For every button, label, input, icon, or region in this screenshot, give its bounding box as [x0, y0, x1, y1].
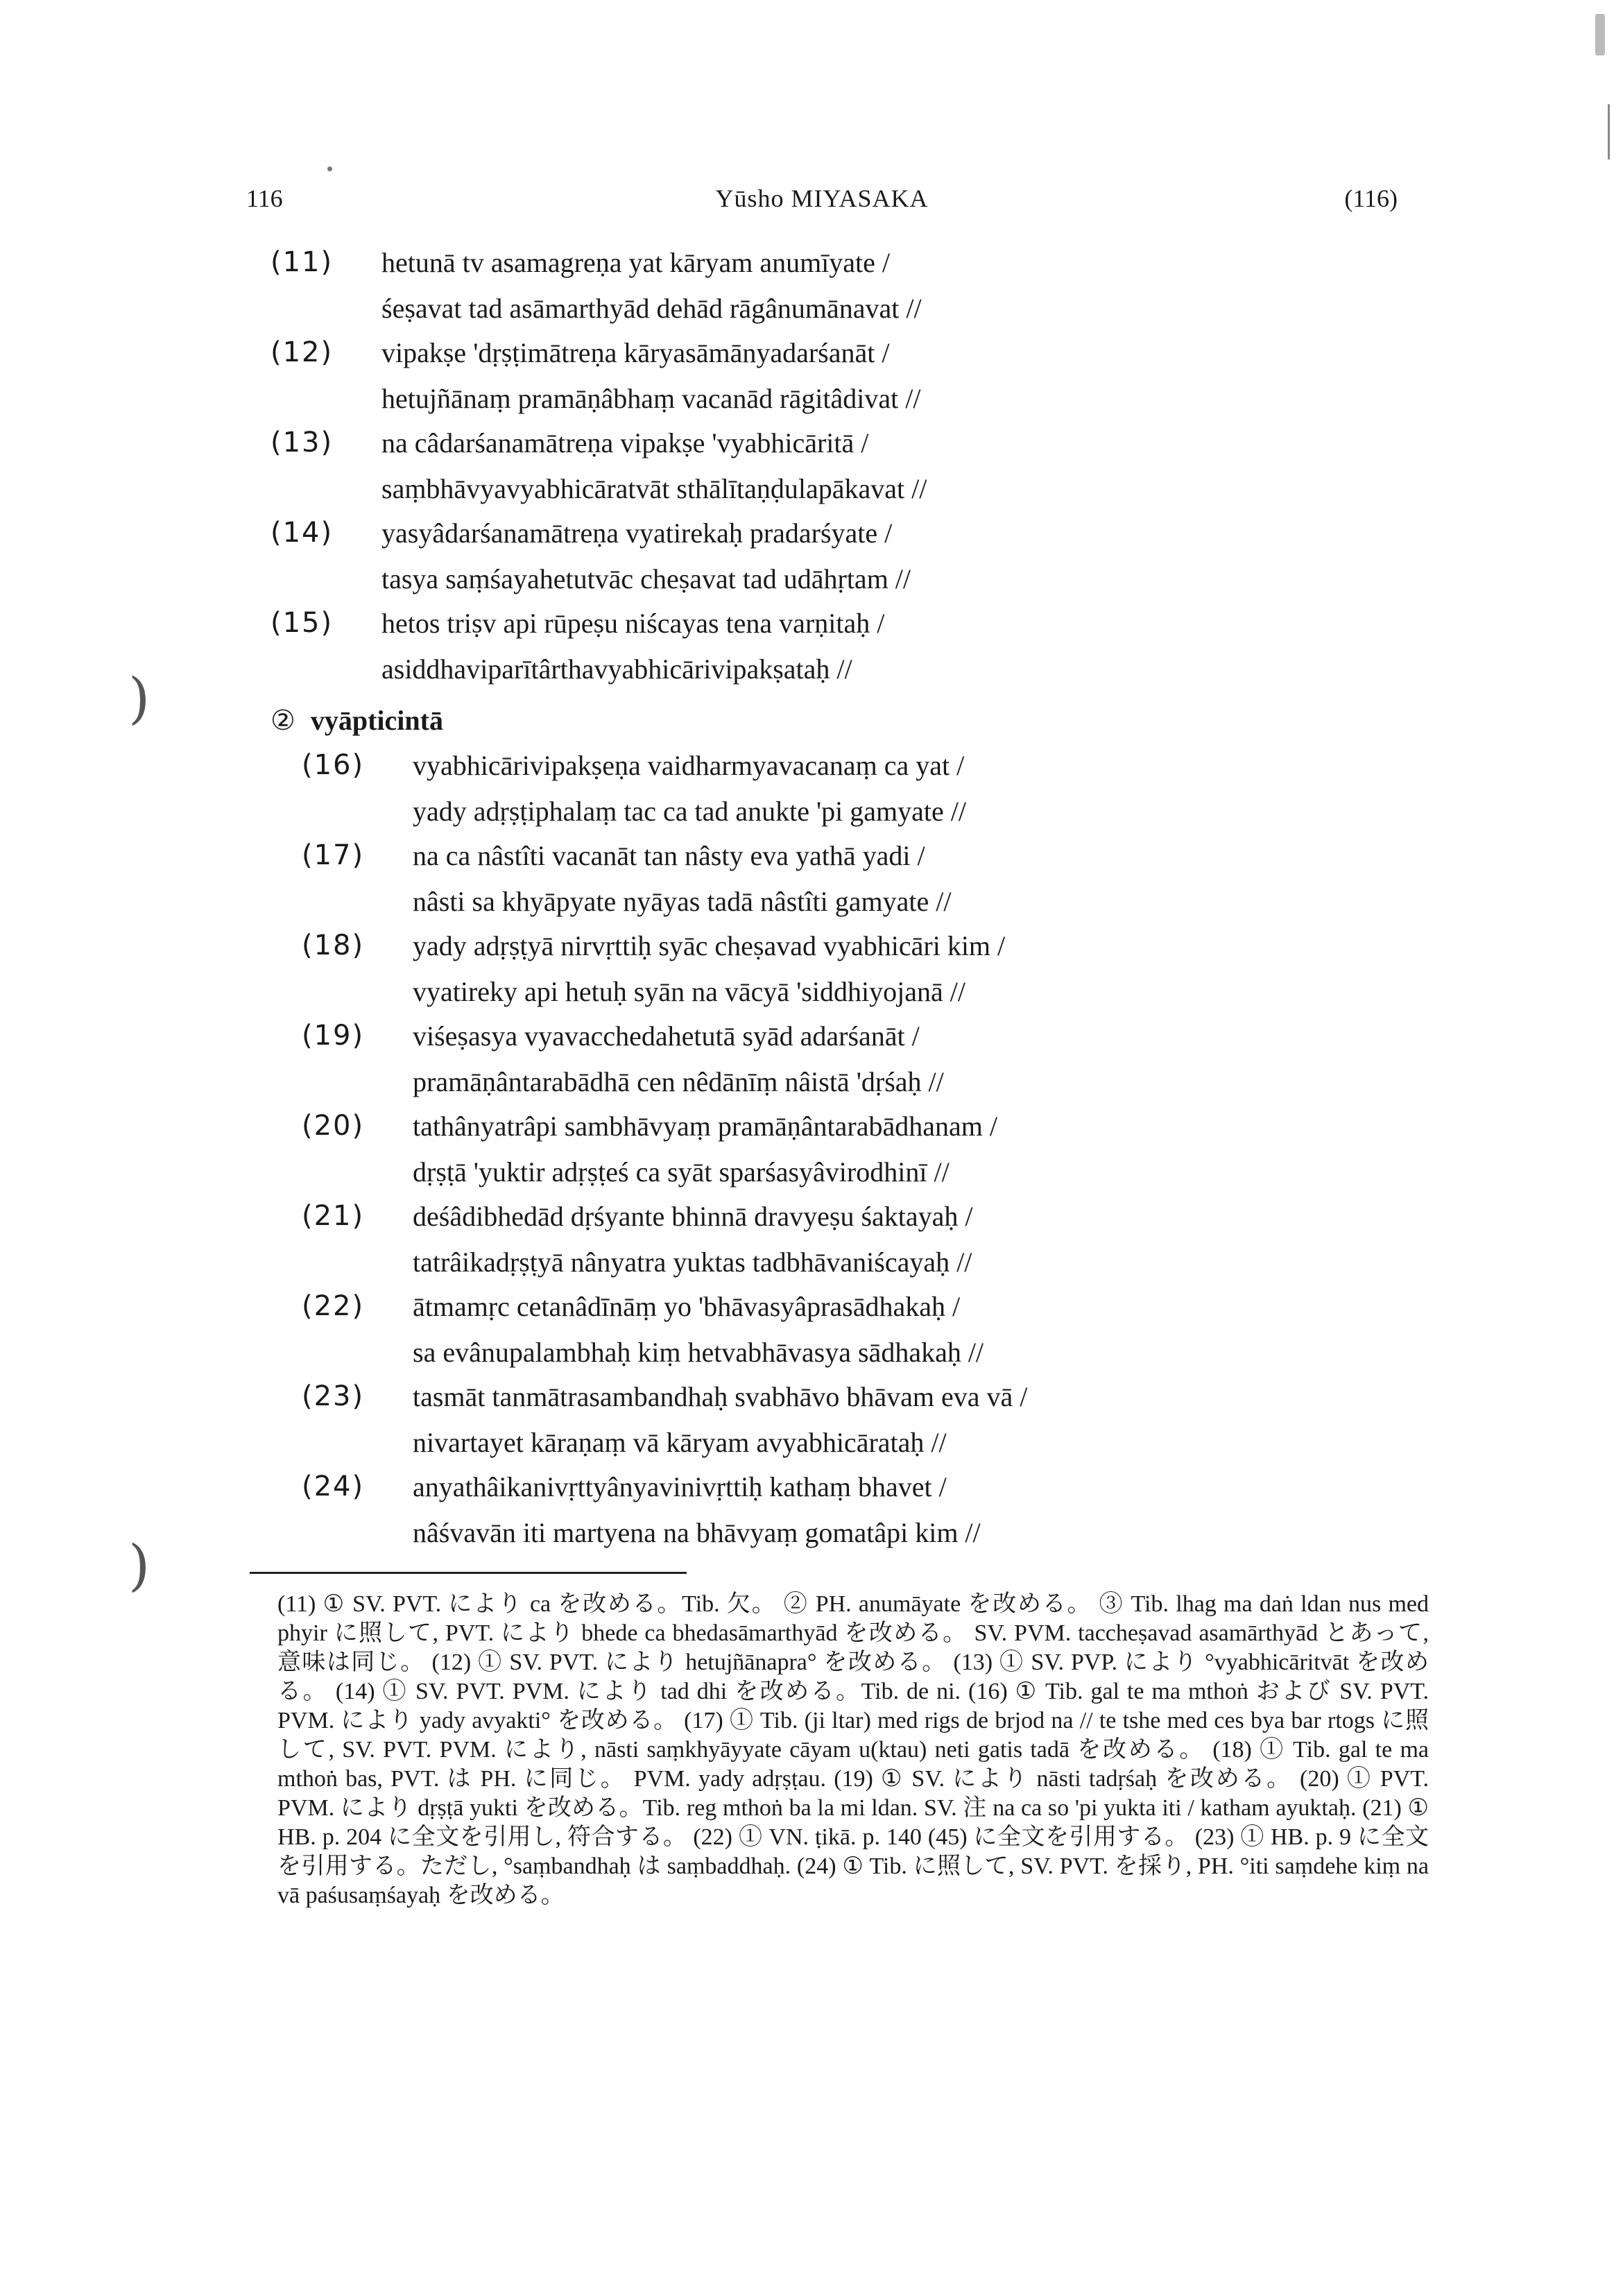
- verse-17: [302, 839, 1425, 929]
- verse-line-1: hetos triṣv api rūpeṣu niścayas tena varṇitaḥ /: [381, 608, 885, 639]
- verse-number: (11): [270, 246, 334, 278]
- verse-line-1: vyabhicārivipakṣeṇa vaidharmyavacanaṃ ca yat /: [413, 750, 965, 781]
- verse-19: [302, 1020, 1425, 1110]
- verse-line-2: nivartayet kāraṇaṃ vā kāryam avyabhicārataḥ //: [413, 1427, 947, 1458]
- verse-16: [302, 749, 1425, 839]
- verse-number: (21): [302, 1200, 365, 1232]
- verse-18: [302, 929, 1425, 1020]
- verse-number: (12): [270, 336, 334, 368]
- scan-speck: [327, 166, 332, 171]
- verse-21: [302, 1200, 1425, 1290]
- page-header: [246, 184, 1398, 225]
- margin-bracket-mark: ): [128, 1533, 151, 1597]
- verse-12: [270, 336, 1394, 427]
- verse-number: (24): [302, 1471, 365, 1502]
- verse-line-1: hetunā tv asamagreṇa yat kāryam anumīyate /: [381, 247, 891, 278]
- verse-line-2: nâśvavān iti martyena na bhāvyaṃ gomatâpi kim //: [413, 1517, 981, 1548]
- scan-speck: [1608, 104, 1610, 160]
- section-heading: [270, 704, 443, 737]
- verse-line-1: na câdarśanamātreṇa vipakṣe 'vyabhicāritā /: [381, 427, 869, 459]
- verse-number: (23): [302, 1380, 365, 1412]
- verse-15: [270, 607, 1394, 697]
- section-title: vyāpticintā: [310, 705, 443, 736]
- verse-line-2: dṛṣṭā 'yuktir adṛṣṭeś ca syāt sparśasyâvirodhinī //: [413, 1156, 950, 1188]
- verse-line-2: yady adṛṣṭiphalaṃ tac ca tad anukte 'pi gamyate //: [413, 796, 967, 827]
- verse-line-2: tasya saṃśayahetutvāc cheṣavat tad udāhṛtam //: [381, 563, 911, 594]
- verse-number: (20): [302, 1110, 365, 1142]
- page-reference: (116): [1344, 185, 1398, 212]
- page-number: 116: [246, 185, 283, 212]
- verse-number: (15): [270, 607, 334, 639]
- footnotes: (11) ① SV. PVT. により ca を改める。Tib. 欠。 ② PH. anumāyate を改める。 ③ Tib. lhag ma daṅ ldan nus med phyir に照して, PVT. により bhede ca bhedasāmarthyād を改める。 SV. PVM. taccheṣavad asamārthyād とあって, 意味は同じ。 (12) ① SV. PVT. により hetujñānapra° を改める。 (13) ① SV. PVP. により °vyabhicāritvāt を改める。 (14) ① SV. PVT. PVM. により tad dhi を改める。Tib. de ni. (16) ① Tib. gal te ma mthoṅ および SV. PVT. PVM. により yady avyakti° を改める。 (17) ① Tib. (ji ltar) med rigs de brjod na // te tshe med ces bya bar rtogs に照して, SV. PVT. PVM. により, nāsti saṃkhyāyyate cāyam u(ktau) neti gatis tadā を改める。 (18) ① Tib. gal te ma mthoṅ bas, PVT. は PH. に同じ。 PVM. yady adṛṣṭau. (19) ① SV. により nāsti tadṛśaḥ を改める。 (20) ① PVT. PVM. により dṛṣṭā yukti を改める。Tib. reg mthoṅ ba la mi ldan. SV. 注 na ca so 'pi yukta iti / katham ayuktaḥ. (21) ① HB. p. 204 に全文を引用し, 符合する。 (22) ① VN. ṭikā. p. 140 (45) に全文を引用する。 (23) ① HB. p. 9 に全文を引用する。ただし, °saṃbandhaḥ は saṃbaddhaḥ. (24) ① Tib. に照して, SV. PVT. を採り, PH. °iti saṃdehe kiṃ na vā paśusaṃśayaḥ を改める。: [277, 1591, 1429, 1908]
- verse-line-2: tatrâikadṛṣṭyā nânyatra yuktas tadbhāvaniścayaḥ //: [413, 1246, 972, 1278]
- footnote-rule: [250, 1572, 687, 1574]
- verse-line-2: asiddhaviparītârthavyabhicārivipakṣataḥ //: [381, 653, 852, 685]
- verse-line-2: sa evânupalambhaḥ kiṃ hetvabhāvasya sādhakaḥ //: [413, 1337, 984, 1368]
- verse-line-2: pramāṇântarabādhā cen nêdānīṃ nâistā 'dṛśaḥ //: [413, 1066, 944, 1097]
- verse-line-2: vyatireky api hetuḥ syān na vācyā 'siddhiyojanā //: [413, 976, 965, 1007]
- verses-block-a: [270, 246, 1394, 697]
- verses-block-b: [302, 749, 1425, 1561]
- verse-line-2: śeṣavat tad asāmarthyād dehād rāgânumānavat //: [381, 293, 922, 324]
- verse-line-1: yasyâdarśanamātreṇa vyatirekaḥ pradarśyate /: [381, 517, 893, 549]
- margin-bracket-mark: ): [128, 666, 151, 730]
- running-title-author: Yūsho MIYASAKA: [715, 185, 929, 212]
- verse-22: [302, 1290, 1425, 1380]
- verse-line-1: deśâdibhedād dṛśyante bhinnā dravyeṣu śaktayaḥ /: [413, 1201, 973, 1232]
- verse-line-2: nâsti sa khyāpyate nyāyas tadā nâstîti gamyate //: [413, 886, 952, 917]
- verse-line-1: tathânyatrâpi sambhāvyaṃ pramāṇântarabādhanam /: [413, 1111, 997, 1142]
- scan-speck: [1595, 14, 1605, 55]
- verse-23: [302, 1380, 1425, 1471]
- verse-13: [270, 427, 1394, 517]
- verse-number: (17): [302, 839, 365, 871]
- verse-line-1: na ca nâstîti vacanāt tan nâsty eva yathā yadi /: [413, 840, 925, 871]
- verse-24: [302, 1471, 1425, 1561]
- verse-20: [302, 1110, 1425, 1200]
- verse-number: (22): [302, 1290, 365, 1322]
- verse-line-2: hetujñānaṃ pramāṇâbhaṃ vacanād rāgitâdivat //: [381, 383, 921, 414]
- verse-14: [270, 517, 1394, 607]
- verse-number: (16): [302, 749, 365, 781]
- verse-line-1: yady adṛṣṭyā nirvṛttiḥ syāc cheṣavad vyabhicāri kim /: [413, 930, 1006, 961]
- verse-line-1: anyathâikanivṛttyânyavinivṛttiḥ kathaṃ bhavet /: [413, 1471, 947, 1502]
- verse-number: (19): [302, 1020, 365, 1052]
- verse-number: (13): [270, 427, 334, 459]
- verse-line-1: vipakṣe 'dṛṣṭimātreṇa kāryasāmānyadarśanāt /: [381, 337, 890, 368]
- section-marker: ②: [270, 705, 295, 736]
- verse-line-1: tasmāt tanmātrasambandhaḥ svabhāvo bhāvam eva vā /: [413, 1381, 1028, 1412]
- verse-number: (14): [270, 517, 334, 549]
- verse-line-1: viśeṣasya vyavacchedahetutā syād adarśanāt /: [413, 1020, 920, 1052]
- verse-line-1: ātmamṛc cetanâdīnāṃ yo 'bhāvasyâprasādhakaḥ /: [413, 1291, 961, 1322]
- verse-11: [270, 246, 1394, 336]
- verse-line-2: saṃbhāvyavyabhicāratvāt sthālītaṇḍulapākavat //: [381, 473, 927, 504]
- verse-number: (18): [302, 929, 365, 961]
